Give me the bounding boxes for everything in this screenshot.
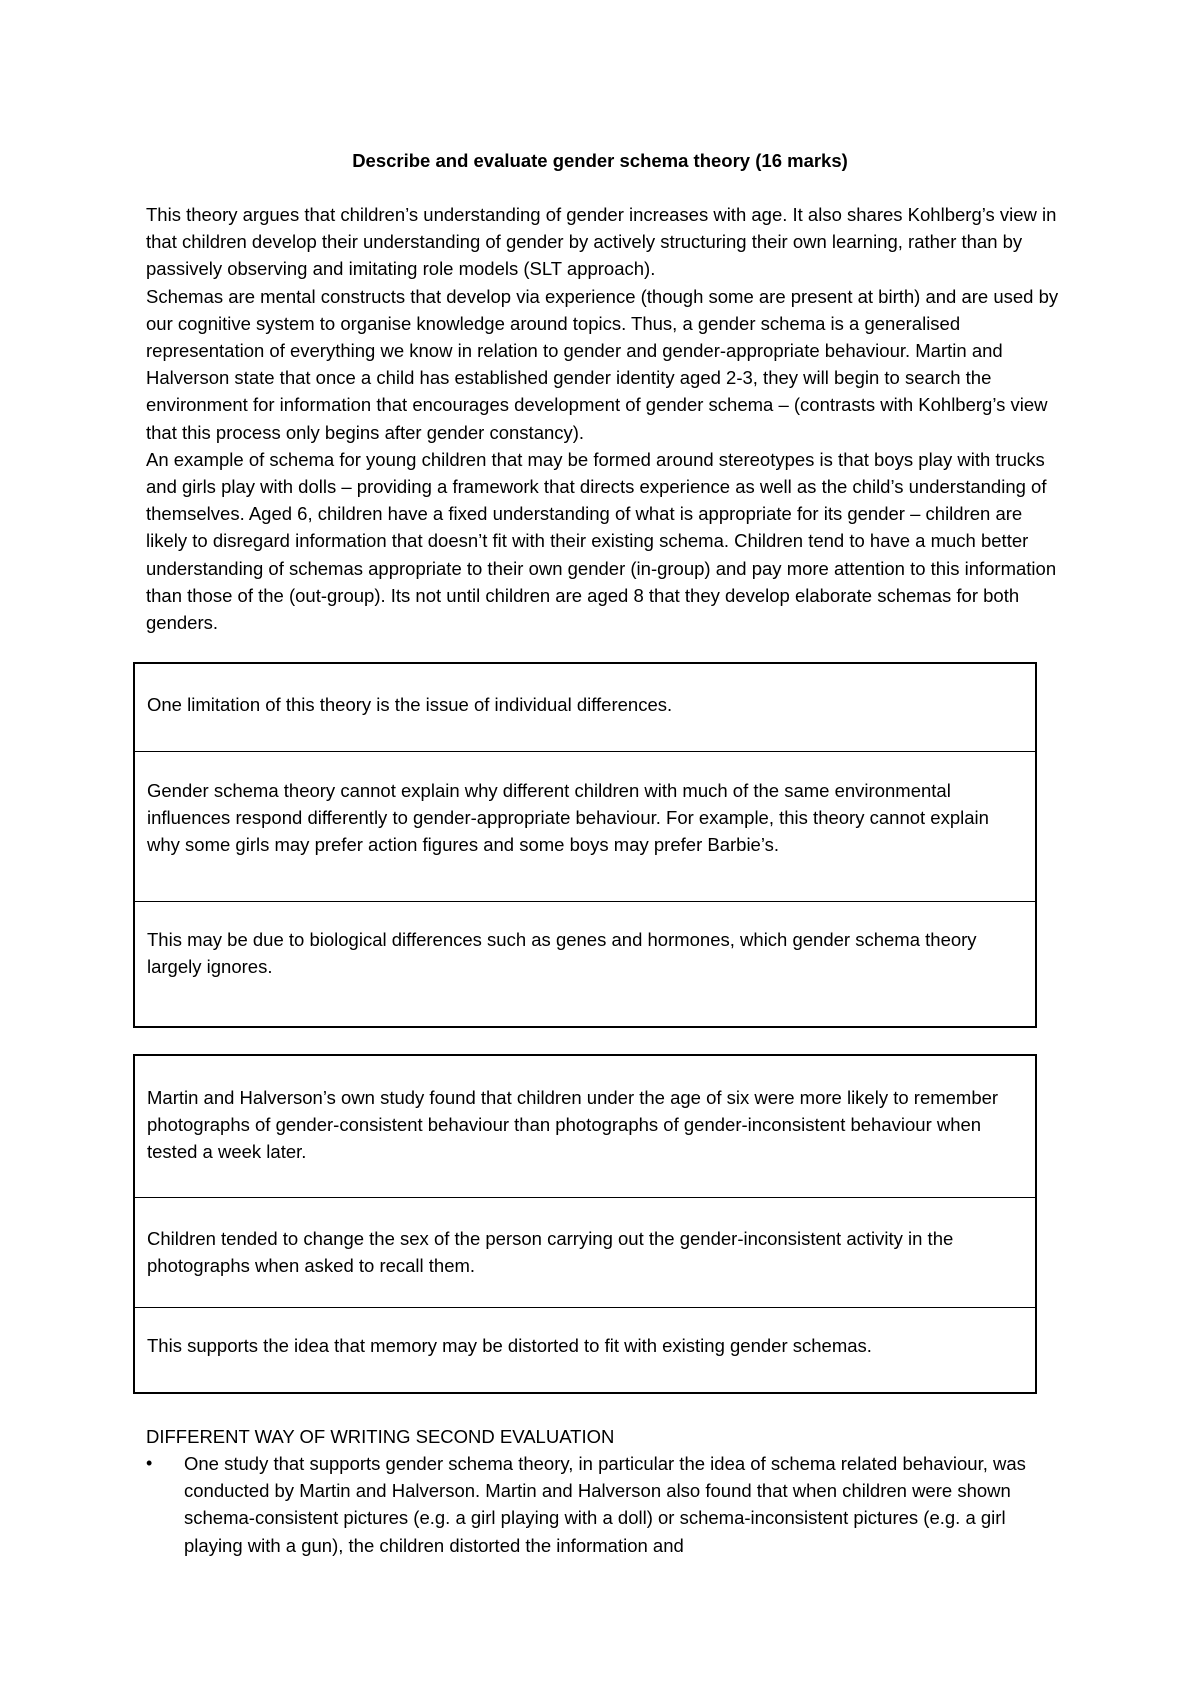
evaluation-box-2-evidence: Children tended to change the sex of the person carrying out the gender-inconsistent activity in the photographs when asked to recall them. xyxy=(135,1198,1035,1308)
list-item xyxy=(146,1450,1066,1559)
evaluation-box-2-explanation: This supports the idea that memory may be distorted to fit with existing gender schemas. xyxy=(147,1335,872,1356)
bullet-icon: • xyxy=(146,1453,153,1473)
evaluation-box-2 xyxy=(133,1054,1037,1394)
intro-paragraph-1: This theory argues that children’s understanding of gender increases with age. It also shares Kohlberg’s view in that children develop their understanding of gender by actively structuring their own learning, rather than by passively observing and imitating role models (SLT approach). xyxy=(146,204,1057,280)
evaluation-box-1-evidence: Gender schema theory cannot explain why different children with much of the same environmental influences respond differently to gender-appropriate behaviour. For example, this theory cannot explain why some girls may prefer action figures and some boys may prefer Barbie’s. xyxy=(135,752,1035,902)
evaluation-box-1-explanation: This may be due to biological differences such as genes and hormones, which gender schema theory largely ignores. xyxy=(147,929,977,978)
intro-paragraph-3: An example of schema for young children that may be formed around stereotypes is that boys play with trucks and girls play with dolls – providing a framework that directs experience as well as the child’s understanding of themselves. Aged 6, children have a fixed understanding of what is appropriate for its gender – children are likely to disregard information that doesn’t fit with their existing schema. Children tend to have a much better understanding of schemas appropriate to their own gender (in-group) and pay more attention to this information than those of the (out-group). Its not until children are aged 8 that they develop elaborate schemas for both genders. xyxy=(146,448,1057,634)
alternative-bullet-list xyxy=(146,1450,1066,1559)
intro-section xyxy=(146,201,1066,636)
document-title: Describe and evaluate gender schema theory (16 marks) xyxy=(352,150,848,171)
intro-paragraph-2: Schemas are mental constructs that develop via experience (though some are present at birth) and are used by our cognitive system to organise knowledge around topics. Thus, a gender schema is a generalised representation of everything we know in relation to gender and gender-appropriate behaviour. Martin and Halverson state that once a child has established gender identity aged 2-3, they will begin to search the environment for information that encourages development of gender schema – (contrasts with Kohlberg’s view that this process only begins after gender constancy). xyxy=(146,285,1059,443)
evaluation-box-1-point: One limitation of this theory is the issue of individual differences. xyxy=(135,664,1035,752)
alternative-section-heading: DIFFERENT WAY OF WRITING SECOND EVALUATION xyxy=(146,1426,615,1447)
list-item-text: One study that supports gender schema theory, in particular the idea of schema related behaviour, was conducted by Martin and Halverson. Martin and Halverson also found that when children were shown schema-consistent pictures (e.g. a girl playing with a doll) or schema-inconsistent pictures (e.g. a girl playing with a gun), the children distorted the information and xyxy=(184,1453,1026,1556)
evaluation-box-2-point: Martin and Halverson’s own study found that children under the age of six were more likely to remember photographs of gender-consistent behaviour than photographs of gender-inconsistent behaviour when tested a week later. xyxy=(135,1056,1035,1198)
evaluation-box-1 xyxy=(133,662,1037,1028)
